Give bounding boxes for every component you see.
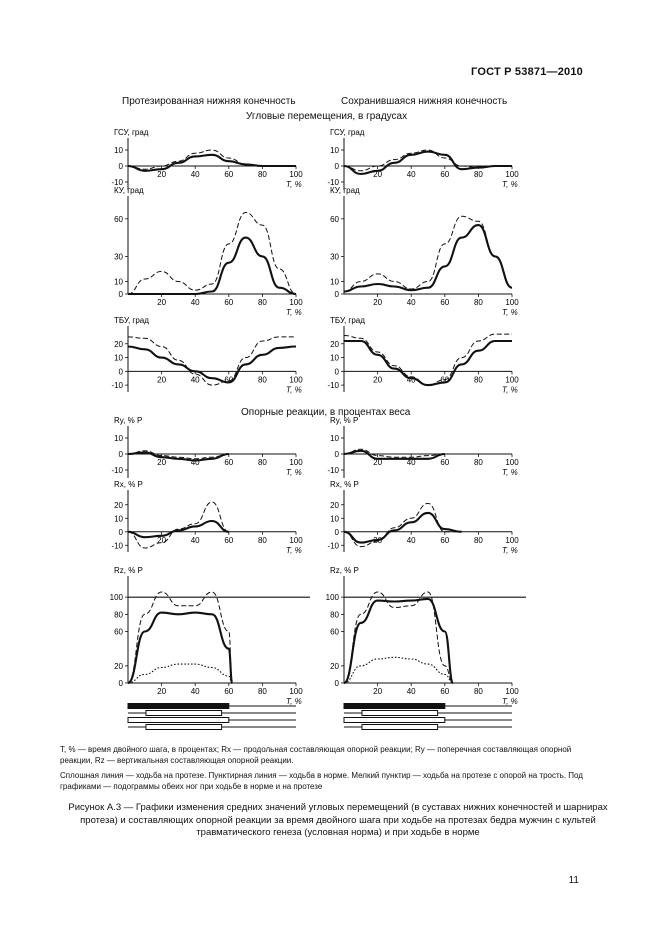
x-tick-label: 40 (190, 375, 200, 385)
y-tick-label: -10 (327, 466, 339, 475)
series-solid (344, 225, 512, 291)
standard-number: ГОСТ Р 53871—2010 (471, 66, 583, 78)
podogram-bar (344, 704, 445, 709)
x-axis-label: T, % (286, 308, 302, 317)
x-tick-label: 40 (406, 535, 416, 545)
y-tick-label: 80 (330, 610, 339, 620)
y-tick-label: 10 (114, 434, 123, 443)
x-axis-label: T, % (286, 545, 302, 555)
x-tick-label: 20 (373, 170, 383, 179)
x-tick-label: 60 (224, 535, 234, 545)
podogram-bar (344, 718, 445, 723)
y-tick-label: 10 (330, 434, 339, 443)
y-tick-label: 30 (330, 252, 339, 262)
x-axis-label: T, % (286, 385, 302, 395)
x-tick-label: 20 (157, 687, 167, 696)
podogram-bar (362, 725, 438, 730)
panel-title: КУ, град (114, 186, 144, 195)
panel-title: ТБУ, град (114, 316, 149, 325)
x-tick-label: 20 (157, 298, 167, 307)
panel-title: Ry, % P (330, 416, 359, 425)
podogram-bar (362, 711, 438, 716)
x-tick-label: 60 (440, 298, 450, 307)
x-tick-label: 60 (440, 535, 450, 545)
x-tick-label: 40 (190, 535, 200, 545)
x-tick-label: 40 (190, 298, 200, 307)
panel-left-6 (111, 416, 303, 478)
panel-title: ТБУ, град (330, 316, 365, 325)
podogram-right (344, 704, 512, 730)
panel-right-7 (327, 416, 519, 478)
y-tick-label: 100 (325, 593, 339, 603)
series-dashed (344, 216, 512, 291)
x-tick-label: 80 (473, 535, 483, 545)
y-tick-label: 10 (114, 146, 123, 155)
y-tick-label: 10 (330, 353, 339, 363)
x-axis-label: T, % (502, 180, 518, 189)
x-tick-label: 40 (190, 170, 200, 179)
y-tick-label: 60 (330, 214, 339, 224)
y-tick-label: -10 (327, 381, 339, 391)
series-solid (344, 341, 512, 385)
x-tick-label: 20 (157, 535, 167, 545)
y-tick-label: 0 (118, 527, 123, 537)
x-tick-label: 100 (289, 170, 303, 179)
panel-title: Ry, % P (114, 416, 143, 425)
x-tick-label: 100 (289, 458, 303, 467)
y-tick-label: 10 (330, 514, 339, 524)
panel-title: ГСУ, град (330, 128, 365, 137)
x-tick-label: 40 (190, 687, 200, 696)
x-tick-label: 20 (157, 375, 167, 385)
x-tick-label: 60 (224, 458, 234, 467)
y-tick-label: 0 (118, 450, 123, 459)
x-tick-label: 60 (440, 458, 450, 467)
y-tick-label: 0 (334, 527, 339, 537)
panel-title: ГСУ, град (114, 128, 149, 137)
x-tick-label: 40 (406, 687, 416, 696)
x-axis-label: T, % (502, 697, 518, 706)
x-tick-label: 80 (473, 375, 483, 385)
x-axis-label: T, % (286, 468, 302, 477)
x-tick-label: 80 (473, 458, 483, 467)
panel-left-10 (110, 566, 310, 706)
panel-left-8 (111, 480, 303, 555)
x-tick-label: 20 (157, 458, 167, 467)
y-tick-label: 10 (114, 353, 123, 363)
y-tick-label: 80 (114, 610, 123, 620)
x-tick-label: 40 (406, 375, 416, 385)
x-axis-label: T, % (286, 180, 302, 189)
x-tick-label: 60 (224, 170, 234, 179)
panel-right-3 (330, 186, 519, 317)
x-tick-label: 60 (440, 687, 450, 696)
panel-left-2 (114, 186, 303, 317)
y-tick-label: 0 (334, 679, 339, 688)
column-header-right: Сохранившаяся нижняя конечность (341, 96, 508, 107)
podogram-bar (146, 711, 222, 716)
x-tick-label: 20 (373, 375, 383, 385)
x-tick-label: 80 (473, 298, 483, 307)
y-tick-label: 10 (114, 277, 123, 287)
x-tick-label: 100 (289, 298, 303, 307)
x-tick-label: 100 (289, 687, 303, 696)
x-tick-label: 80 (473, 170, 483, 179)
podogram-left (128, 704, 296, 730)
series-dashed (128, 592, 232, 683)
x-tick-label: 80 (257, 170, 267, 179)
legend-line-2: Сплошная линия — ходьба на протезе. Пунктирная линия — ходьба в норме. Мелкий пунктир — ходьба на протезе с опорой на трость. Под графиками — подограммы обеих ног при ходьбе в норме и на протезе (60, 771, 583, 791)
y-tick-label: 20 (330, 661, 339, 671)
x-tick-label: 60 (224, 298, 234, 307)
y-tick-label: 20 (330, 500, 339, 510)
legend-line-1: T, % — время двойного шага, в процентах; Rx — продольная составляющая опорной реакции; Ry — поперечная составляющая опорной реакции, Rz — вертикальная составляющая опорной реакции. (60, 745, 572, 765)
panel-title: КУ, град (330, 186, 360, 195)
series-dotted (128, 664, 232, 683)
panel-title: Rz, % P (114, 566, 143, 575)
x-tick-label: 80 (257, 687, 267, 696)
y-tick-label: 10 (330, 146, 339, 155)
x-tick-label: 20 (373, 535, 383, 545)
x-tick-label: 80 (257, 375, 267, 385)
x-tick-label: 40 (190, 458, 200, 467)
y-tick-label: 0 (334, 162, 339, 171)
y-tick-label: 100 (109, 593, 123, 603)
y-tick-label: 0 (334, 450, 339, 459)
x-tick-label: 100 (505, 298, 519, 307)
y-tick-label: 0 (118, 162, 123, 171)
panel-title: Rz, % P (330, 566, 359, 575)
section-title-angles: Угловые перемещения, в градусах (246, 111, 408, 122)
x-tick-label: 20 (373, 298, 383, 307)
x-tick-label: 80 (473, 687, 483, 696)
y-tick-label: 60 (114, 214, 123, 224)
y-tick-label: -10 (327, 541, 339, 551)
x-tick-label: 20 (373, 458, 383, 467)
x-tick-label: 40 (406, 458, 416, 467)
panel-right-11 (326, 566, 526, 706)
y-tick-label: 0 (334, 290, 339, 299)
y-tick-label: 20 (330, 339, 339, 349)
y-tick-label: 0 (118, 290, 123, 299)
x-tick-label: 20 (157, 170, 167, 179)
x-tick-label: 80 (257, 298, 267, 307)
y-tick-label: 0 (334, 367, 339, 377)
series-solid (128, 155, 296, 171)
y-tick-label: -10 (111, 178, 123, 187)
series-dashed (128, 502, 229, 548)
podogram-bar (128, 718, 229, 723)
column-header-left: Протезированная нижняя конечность (122, 96, 296, 107)
page-number: 11 (568, 875, 579, 886)
y-tick-label: 0 (118, 679, 123, 688)
y-tick-label: 0 (118, 367, 123, 377)
panel-left-0 (111, 128, 303, 190)
series-dashed (128, 213, 296, 295)
x-tick-label: 100 (505, 170, 519, 179)
panel-title: Rx, % P (114, 480, 143, 489)
x-tick-label: 60 (224, 687, 234, 696)
y-tick-label: 60 (114, 627, 123, 637)
y-tick-label: 30 (114, 252, 123, 262)
series-dashed (344, 334, 512, 385)
series-solid (128, 347, 296, 383)
x-tick-label: 80 (257, 458, 267, 467)
panel-right-9 (327, 480, 519, 555)
x-axis-label: T, % (286, 697, 302, 706)
podogram-bar (146, 725, 222, 730)
x-tick-label: 60 (440, 375, 450, 385)
y-tick-label: -10 (111, 541, 123, 551)
y-tick-label: -10 (111, 466, 123, 475)
series-solid (344, 152, 512, 174)
figure-caption: Рисунок А.3 — Графики изменения средних значений угловых перемещений (в суставах нижних конечностей и шарнирах протеза) и составляющих опорной реакции за время двойного шага при ходьбе на протезах бедра мужчин с культей травматического генеза (условная норма) и при ходьбе в норме (68, 802, 608, 838)
x-tick-label: 60 (440, 170, 450, 179)
y-tick-label: 60 (330, 627, 339, 637)
x-tick-label: 100 (289, 535, 303, 545)
x-tick-label: 40 (406, 298, 416, 307)
x-tick-label: 100 (289, 375, 303, 385)
panel-left-4 (111, 316, 303, 394)
y-tick-label: 10 (114, 514, 123, 524)
podogram-bar (128, 704, 229, 709)
x-tick-label: 100 (505, 458, 519, 467)
series-solid (128, 613, 232, 683)
y-tick-label: 20 (114, 661, 123, 671)
series-dotted (344, 657, 453, 683)
x-tick-label: 20 (373, 687, 383, 696)
y-tick-label: -10 (327, 178, 339, 187)
x-tick-label: 100 (505, 375, 519, 385)
x-tick-label: 100 (505, 535, 519, 545)
x-tick-label: 100 (505, 687, 519, 696)
section-title-forces: Опорные реакции, в процентах веса (241, 407, 411, 418)
y-tick-label: 20 (114, 339, 123, 349)
y-tick-label: 20 (114, 500, 123, 510)
podograms (128, 704, 512, 730)
panel-right-1 (327, 128, 519, 190)
y-tick-label: -10 (111, 381, 123, 391)
panel-right-5 (327, 316, 519, 394)
x-axis-label: T, % (502, 385, 518, 395)
x-axis-label: T, % (502, 308, 518, 317)
x-tick-label: 40 (406, 170, 416, 179)
x-axis-label: T, % (502, 468, 518, 477)
x-axis-label: T, % (502, 545, 518, 555)
x-tick-label: 60 (224, 375, 234, 385)
panel-title: Rx, % P (330, 480, 359, 489)
y-tick-label: 10 (330, 277, 339, 287)
x-tick-label: 80 (257, 535, 267, 545)
